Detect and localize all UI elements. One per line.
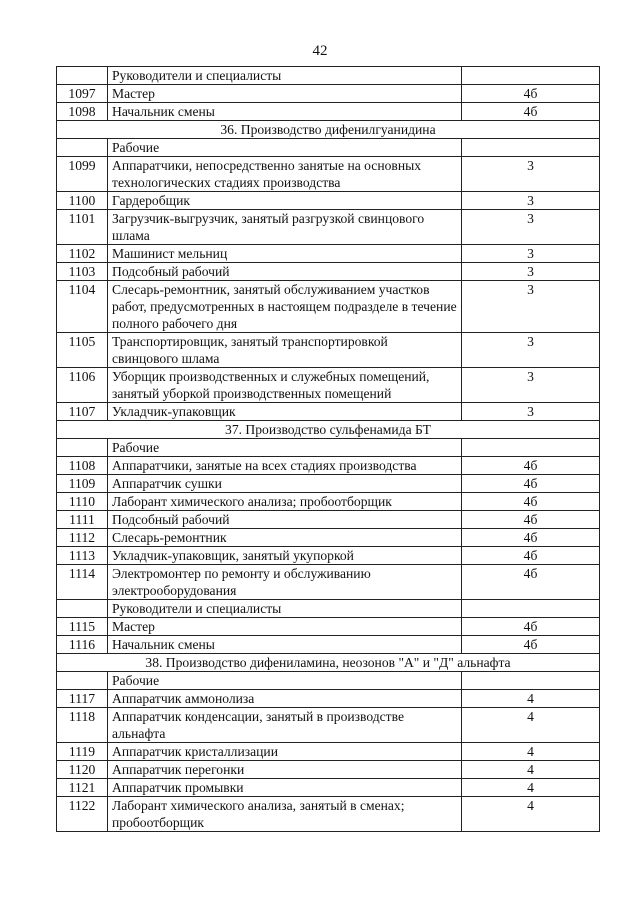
table-row xyxy=(57,245,600,263)
list-value: 3 xyxy=(462,263,600,281)
position-name: Начальник смены xyxy=(108,636,462,654)
table-body xyxy=(57,67,600,832)
table-row xyxy=(57,797,600,832)
row-number: 1097 xyxy=(57,85,108,103)
table-row xyxy=(57,493,600,511)
row-number: 1109 xyxy=(57,475,108,493)
row-number: 1119 xyxy=(57,743,108,761)
list-value xyxy=(462,67,600,85)
table-row xyxy=(57,192,600,210)
list-value: 3 xyxy=(462,368,600,403)
list-value: 4б xyxy=(462,511,600,529)
section-title: 36. Производство дифенилгуанидина xyxy=(57,121,600,139)
table-row xyxy=(57,708,600,743)
position-name: Гардеробщик xyxy=(108,192,462,210)
table-row xyxy=(57,779,600,797)
list-value: 4 xyxy=(462,797,600,832)
table-row xyxy=(57,565,600,600)
list-value: 4 xyxy=(462,690,600,708)
list-value: 4б xyxy=(462,85,600,103)
position-name: Аппаратчики, занятые на всех стадиях производства xyxy=(108,457,462,475)
table-row xyxy=(57,281,600,333)
table-row xyxy=(57,157,600,192)
position-name: Мастер xyxy=(108,618,462,636)
list-value: 4б xyxy=(462,618,600,636)
list-value: 4б xyxy=(462,475,600,493)
row-number: 1111 xyxy=(57,511,108,529)
row-number: 1103 xyxy=(57,263,108,281)
group-header-row xyxy=(57,672,600,690)
position-name: Подсобный рабочий xyxy=(108,263,462,281)
table-row xyxy=(57,403,600,421)
table-row xyxy=(57,85,600,103)
section-header-row xyxy=(57,421,600,439)
list-value: 4 xyxy=(462,779,600,797)
list-value: 4б xyxy=(462,565,600,600)
group-header-row xyxy=(57,67,600,85)
row-number: 1100 xyxy=(57,192,108,210)
row-number: 1120 xyxy=(57,761,108,779)
row-number: 1116 xyxy=(57,636,108,654)
position-name: Аппаратчик кристаллизации xyxy=(108,743,462,761)
group-label: Руководители и специалисты xyxy=(108,600,462,618)
table-row xyxy=(57,636,600,654)
position-name: Уборщик производственных и служебных помещений, занятый уборкой производственных помещений xyxy=(108,368,462,403)
group-header-row xyxy=(57,439,600,457)
list-value: 3 xyxy=(462,281,600,333)
position-name: Машинист мельниц xyxy=(108,245,462,263)
row-number xyxy=(57,139,108,157)
table-row xyxy=(57,103,600,121)
list-value: 4б xyxy=(462,103,600,121)
position-name: Слесарь-ремонтник, занятый обслуживанием участков работ, предусмотренных в настоящем подразделе в течение полного рабочего дня xyxy=(108,281,462,333)
position-name: Аппаратчик перегонки xyxy=(108,761,462,779)
list-value: 4б xyxy=(462,493,600,511)
row-number: 1107 xyxy=(57,403,108,421)
section-title: 37. Производство сульфенамида БТ xyxy=(57,421,600,439)
list-value: 4 xyxy=(462,708,600,743)
position-name: Аппаратчик сушки xyxy=(108,475,462,493)
section-header-row xyxy=(57,121,600,139)
table-row xyxy=(57,263,600,281)
row-number: 1122 xyxy=(57,797,108,832)
row-number: 1110 xyxy=(57,493,108,511)
row-number: 1106 xyxy=(57,368,108,403)
list-value: 3 xyxy=(462,192,600,210)
table-row xyxy=(57,761,600,779)
row-number: 1118 xyxy=(57,708,108,743)
group-header-row xyxy=(57,600,600,618)
table-row xyxy=(57,210,600,245)
position-name: Загрузчик-выгрузчик, занятый разгрузкой свинцового шлама xyxy=(108,210,462,245)
row-number: 1113 xyxy=(57,547,108,565)
table-row xyxy=(57,618,600,636)
row-number: 1121 xyxy=(57,779,108,797)
list-value xyxy=(462,139,600,157)
table-row xyxy=(57,368,600,403)
table-row xyxy=(57,457,600,475)
list-value xyxy=(462,672,600,690)
section-title: 38. Производство дифениламина, неозонов "А" и "Д" альнафта xyxy=(57,654,600,672)
list-value: 3 xyxy=(462,157,600,192)
list-value: 4б xyxy=(462,636,600,654)
table-row xyxy=(57,743,600,761)
row-number: 1108 xyxy=(57,457,108,475)
row-number: 1114 xyxy=(57,565,108,600)
position-name: Мастер xyxy=(108,85,462,103)
list-value xyxy=(462,600,600,618)
position-name: Лаборант химического анализа, занятый в сменах; пробоотборщик xyxy=(108,797,462,832)
list-value: 4 xyxy=(462,761,600,779)
position-name: Электромонтер по ремонту и обслуживанию электрооборудования xyxy=(108,565,462,600)
list-value: 4б xyxy=(462,457,600,475)
row-number xyxy=(57,439,108,457)
group-label: Руководители и специалисты xyxy=(108,67,462,85)
row-number xyxy=(57,67,108,85)
row-number: 1115 xyxy=(57,618,108,636)
list-value: 3 xyxy=(462,210,600,245)
row-number: 1112 xyxy=(57,529,108,547)
group-label: Рабочие xyxy=(108,139,462,157)
group-label: Рабочие xyxy=(108,672,462,690)
table-row xyxy=(57,529,600,547)
position-name: Подсобный рабочий xyxy=(108,511,462,529)
table-row xyxy=(57,511,600,529)
section-header-row xyxy=(57,654,600,672)
list-table xyxy=(56,66,600,832)
list-value: 4б xyxy=(462,547,600,565)
position-name: Транспортировщик, занятый транспортировкой свинцового шлама xyxy=(108,333,462,368)
row-number: 1104 xyxy=(57,281,108,333)
group-label: Рабочие xyxy=(108,439,462,457)
row-number: 1102 xyxy=(57,245,108,263)
position-name: Укладчик-упаковщик xyxy=(108,403,462,421)
page-number: 42 xyxy=(312,43,328,59)
list-value: 4 xyxy=(462,743,600,761)
row-number: 1098 xyxy=(57,103,108,121)
position-name: Аппаратчик промывки xyxy=(108,779,462,797)
row-number xyxy=(57,600,108,618)
position-name: Слесарь-ремонтник xyxy=(108,529,462,547)
list-value: 3 xyxy=(462,333,600,368)
group-header-row xyxy=(57,139,600,157)
table-row xyxy=(57,475,600,493)
table-row xyxy=(57,690,600,708)
row-number: 1101 xyxy=(57,210,108,245)
position-name: Начальник смены xyxy=(108,103,462,121)
row-number: 1117 xyxy=(57,690,108,708)
position-name: Аппаратчик аммонолиза xyxy=(108,690,462,708)
table-row xyxy=(57,333,600,368)
position-name: Аппаратчик конденсации, занятый в производстве альнафта xyxy=(108,708,462,743)
list-value: 3 xyxy=(462,403,600,421)
position-name: Лаборант химического анализа; пробоотборщик xyxy=(108,493,462,511)
position-name: Аппаратчики, непосредственно занятые на основных технологических стадиях производства xyxy=(108,157,462,192)
list-value xyxy=(462,439,600,457)
list-value: 4б xyxy=(462,529,600,547)
table-row xyxy=(57,547,600,565)
row-number: 1105 xyxy=(57,333,108,368)
list-value: 3 xyxy=(462,245,600,263)
position-name: Укладчик-упаковщик, занятый укупоркой xyxy=(108,547,462,565)
row-number xyxy=(57,672,108,690)
row-number: 1099 xyxy=(57,157,108,192)
